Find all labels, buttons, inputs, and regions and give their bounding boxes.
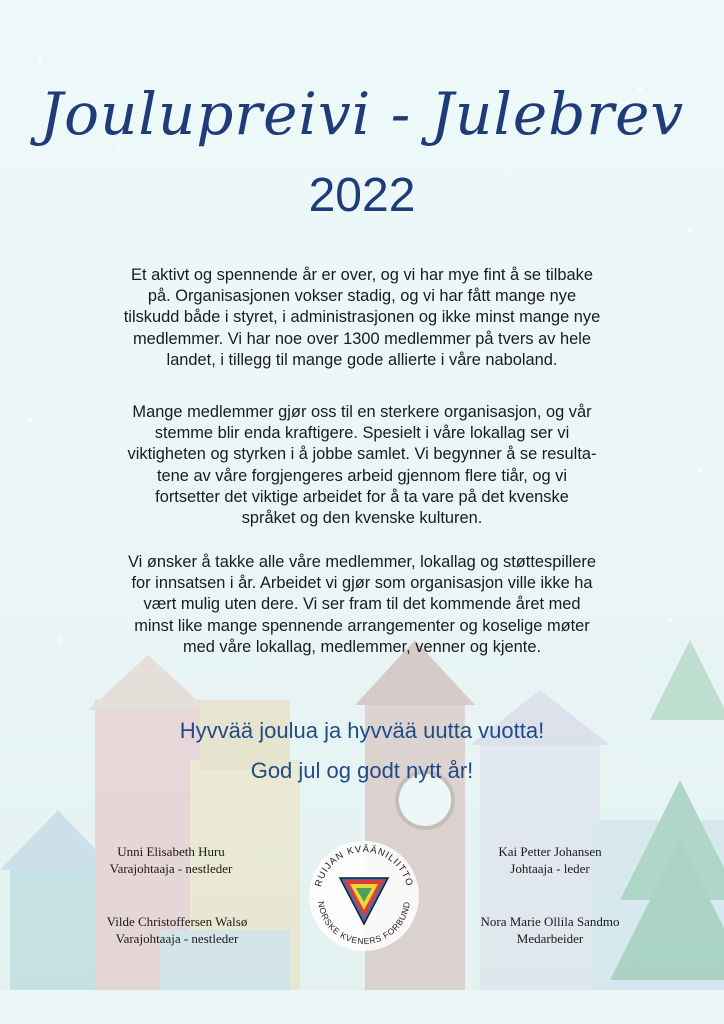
signature-name: Unni Elisabeth Huru: [117, 844, 225, 859]
greeting-kven: Hyvvää joulua ja hyvvää uutta vuotta!: [179, 718, 545, 743]
signature-name: Nora Marie Ollila Sandmo: [480, 914, 620, 929]
paragraph-line: for innsatsen i år. Arbeidet vi gjør som organisasjon ville ikke ha: [131, 574, 593, 593]
signature-role: Medarbeider: [516, 931, 584, 946]
year: 2022: [308, 169, 416, 222]
signature-role: Johtaaja - leder: [510, 861, 590, 876]
paragraph-line: tilskudd både i styret, i administrasjonen og ikke minst mange nye: [123, 308, 601, 327]
paragraph-line: stemme blir enda kraftigere. Spesielt i våre lokallag ser vi: [154, 424, 570, 443]
paragraph-line: minst like mange spennende arrangementer og koselige møter: [134, 616, 590, 635]
signature-block: [470, 843, 630, 877]
paragraph-line: Vi ønsker å takke alle våre medlemmer, lokallag og støttespillere: [128, 553, 596, 571]
paragraph-line: tene av våre forgjengeres arbeid gjennom flere tiår, og vi: [156, 466, 567, 485]
paragraph-line: landet, i tillegg til mange gode allierte i våre naboland.: [166, 350, 558, 369]
paragraph-line: språket og den kvenske kulturen.: [241, 509, 483, 528]
paragraph-line: på. Organisasjonen vokser stadig, og vi har fått mange nye: [147, 287, 577, 306]
signature-block: [460, 913, 640, 947]
logo-bottom-text: NORSKE KVENERS FORBUND: [316, 900, 412, 947]
signature-block: [96, 843, 246, 877]
paragraph-line: med våre lokallag, medlemmer, venner og kjente.: [182, 637, 542, 656]
signature-role: Varajohtaaja - nestleder: [115, 931, 239, 946]
signature-role: Varajohtaaja - nestleder: [109, 861, 233, 876]
paragraph-line: medlemmer. Vi har noe over 1300 medlemmer på tvers av hele: [133, 329, 591, 348]
kven-federation-logo: [306, 838, 422, 954]
signature-block: [92, 913, 262, 947]
signature-name: Kai Petter Johansen: [498, 844, 602, 859]
paragraph-1: [70, 265, 654, 371]
paragraph-2: [70, 402, 654, 529]
paragraph-line: vært mulig uten dere. Vi ser fram til det kommende året med: [143, 595, 581, 614]
paragraph-line: Mange medlemmer gjør oss til en sterkere organisasjon, og vår: [132, 403, 592, 421]
paragraph-3: [70, 552, 654, 658]
paragraph-line: Et aktivt og spennende år er over, og vi har mye fint å se tilbake: [131, 266, 593, 284]
page-title: Joulupreivi - Julebrev: [39, 80, 685, 148]
paragraph-line: fortsetter det viktige arbeidet for å ta vare på det kvenske: [155, 487, 569, 506]
signature-name: Vilde Christoffersen Walsø: [106, 914, 248, 929]
logo-top-text: RUIJAN KVÄÄNILIITTO: [313, 843, 415, 889]
paragraph-line: viktigheten og styrken i å jobbe samlet. Vi begynner å se resulta-: [127, 445, 597, 464]
greeting-norwegian: God jul og godt nytt år!: [250, 758, 474, 783]
